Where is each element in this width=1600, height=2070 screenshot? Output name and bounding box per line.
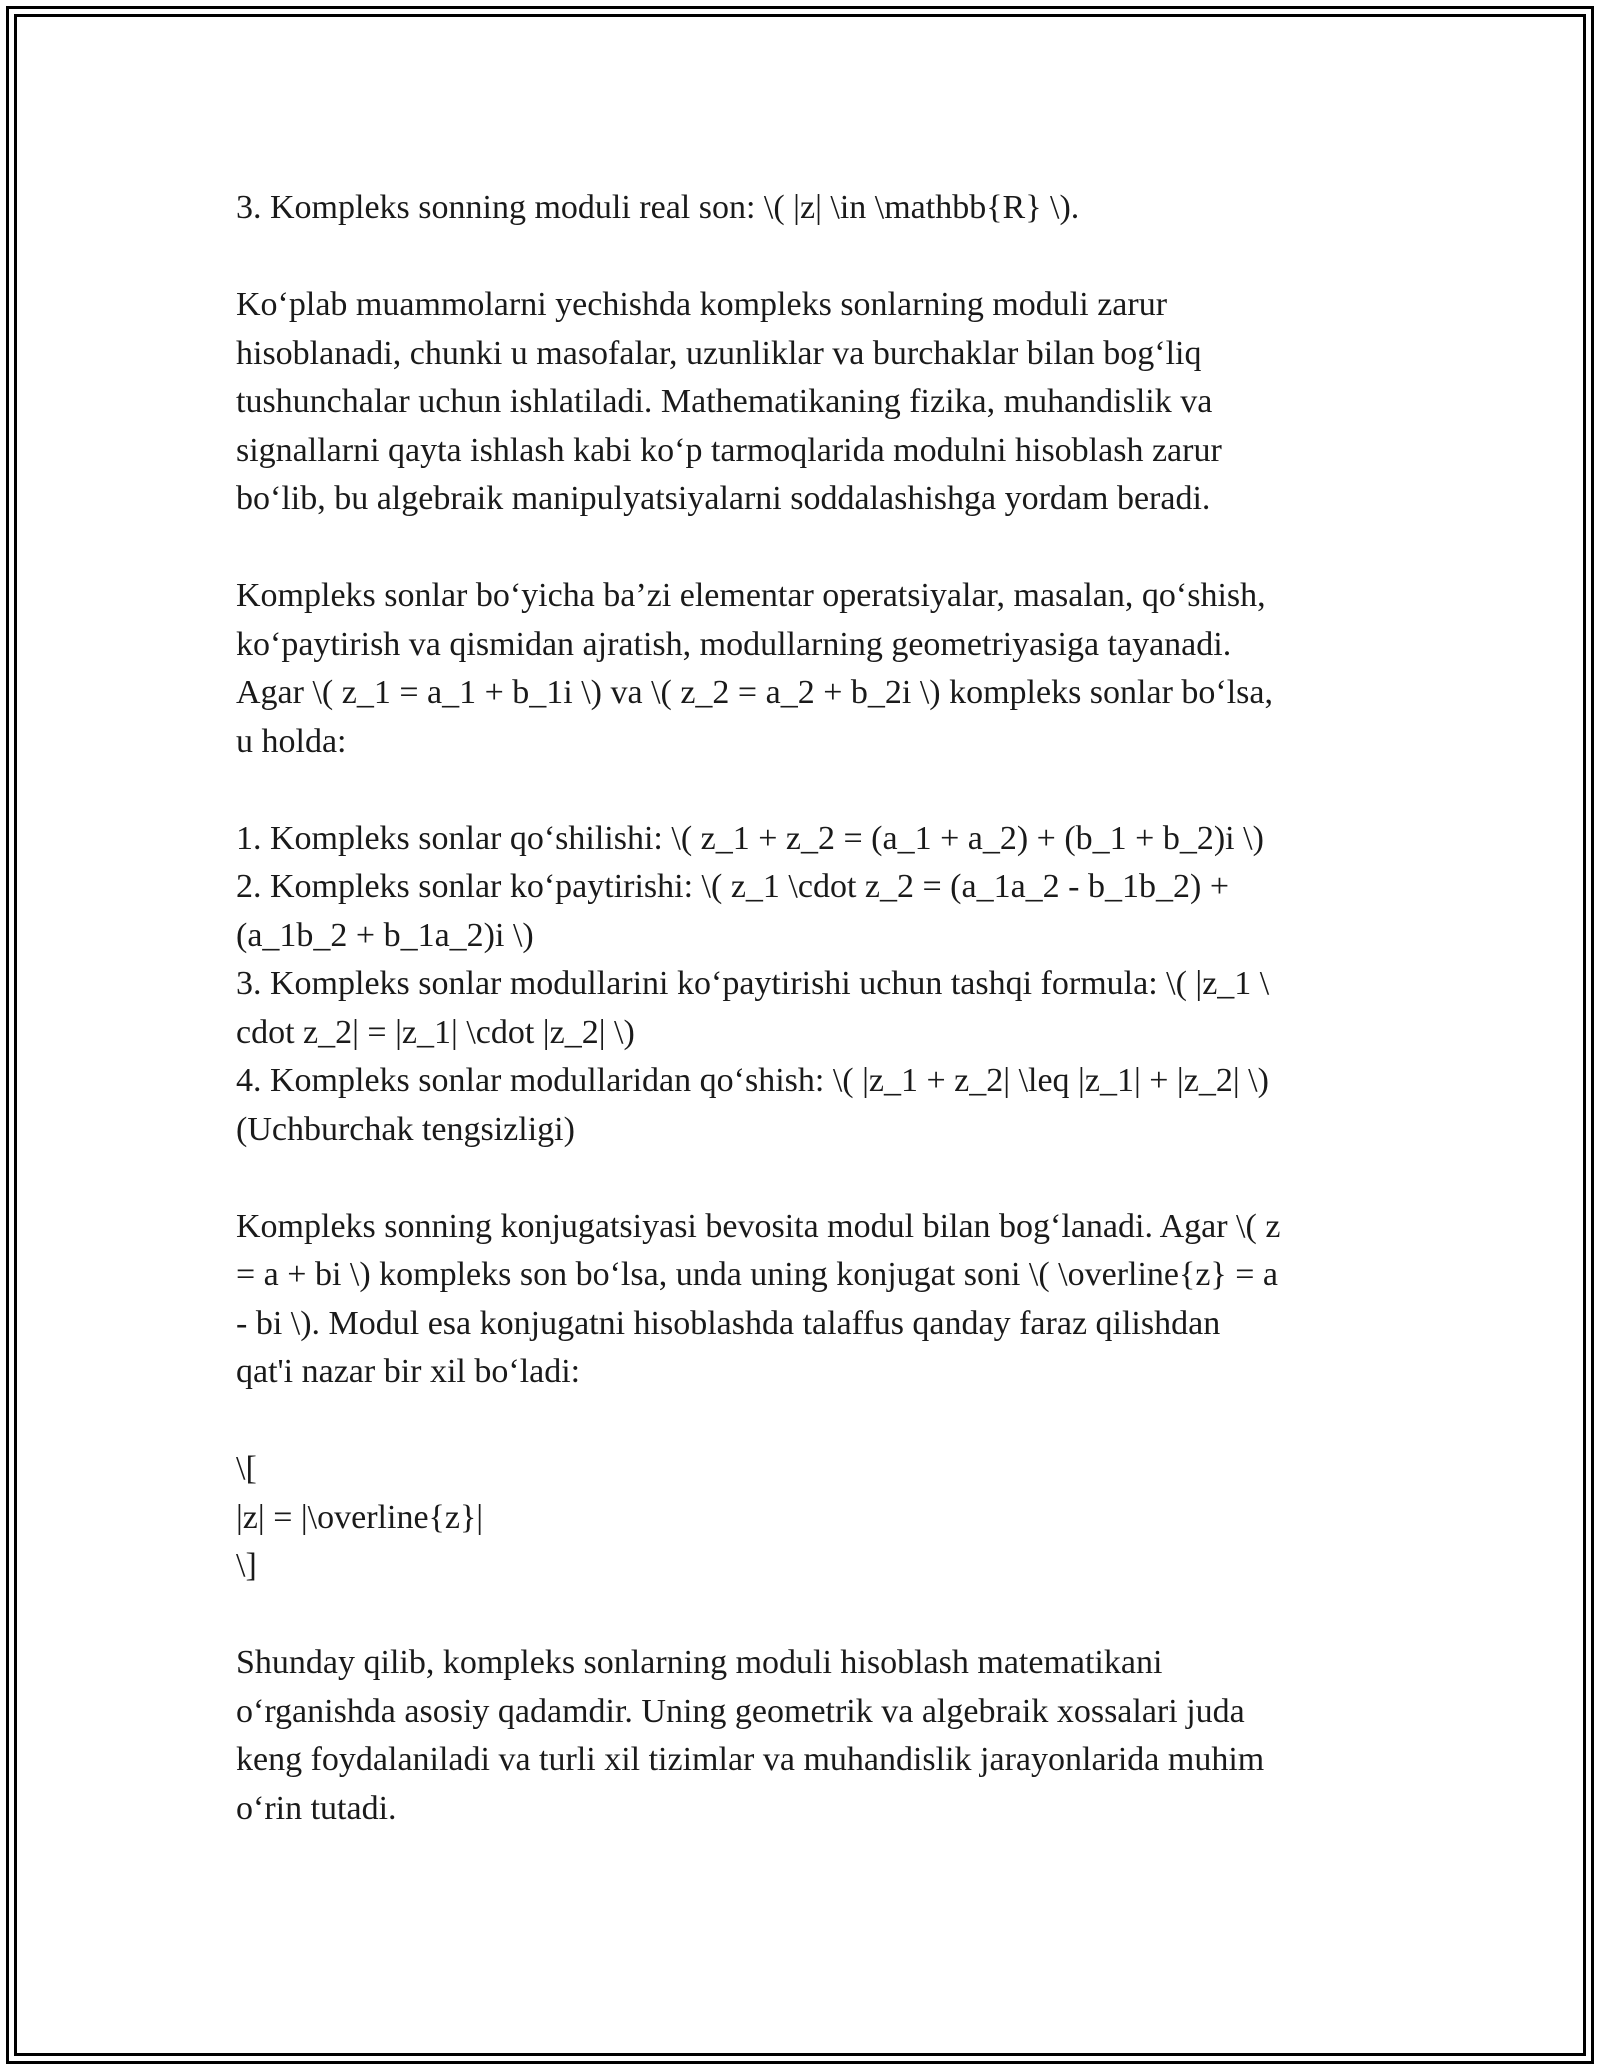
text-line: 3. Kompleks sonlar modullarini ko‘paytirishi uchun tashqi formula: \( |z_1 \	[236, 965, 1270, 1002]
text-line: 3. Kompleks sonning moduli real son: \( |z| \in \mathbb{R} \).	[236, 189, 1080, 226]
text-line: \[	[236, 1450, 257, 1487]
text-line: 1. Kompleks sonlar qo‘shilishi: \( z_1 + z_2 = (a_1 + a_2) + (b_1 + b_2)i \)	[236, 819, 1264, 857]
text-line: bo‘lib, bu algebraik manipulyatsiyalarni soddalashishga yordam beradi.	[236, 480, 1211, 517]
modulus-property-3	[236, 184, 1366, 233]
operations-list	[236, 815, 1366, 1155]
text-line: signallarni qayta ishlash kabi ko‘p tarmoqlarida modulni hisoblash zarur	[236, 431, 1222, 469]
text-line: ko‘paytirish va qismidan ajratish, modullarning geometriyasiga tayanadi.	[236, 625, 1232, 663]
elementary-operations-paragraph	[236, 572, 1366, 766]
text-line: Kompleks sonning konjugatsiyasi bevosita modul bilan bog‘lanadi. Agar \( z	[236, 1207, 1281, 1245]
text-line: Shunday qilib, kompleks sonlarning moduli hisoblash matematikani	[236, 1644, 1163, 1681]
text-line: cdot z_2| = |z_1| \cdot |z_2| \)	[236, 1013, 635, 1051]
text-line: Agar \( z_1 = a_1 + b_1i \) va \( z_2 = a_2 + b_2i \) kompleks sonlar bo‘lsa,	[236, 674, 1273, 711]
text-line: o‘rin tutadi.	[236, 1789, 397, 1827]
text-line: |z| = |\overline{z}|	[236, 1498, 484, 1536]
text-line: - bi \). Modul esa konjugatni hisoblashda talaffus qanday faraz qilishdan	[236, 1304, 1221, 1342]
text-line: o‘rganishda asosiy qadamdir. Uning geometrik va algebraik xossalari juda	[236, 1692, 1245, 1730]
text-line: (Uchburchak tengsizligi)	[236, 1110, 575, 1148]
conclusion-paragraph	[236, 1639, 1366, 1833]
document-body	[236, 184, 1366, 1833]
text-line: = a + bi \) kompleks son bo‘lsa, unda uning konjugat soni \( \overline{z} = a	[236, 1256, 1278, 1293]
display-formula	[236, 1445, 1366, 1591]
modulus-importance-paragraph	[236, 281, 1366, 524]
text-line: (a_1b_2 + b_1a_2)i \)	[236, 916, 534, 954]
text-line: qat'i nazar bir xil bo‘ladi:	[236, 1353, 581, 1390]
text-line: u holda:	[236, 722, 347, 760]
text-line: Kompleks sonlar bo‘yicha ba’zi elementar operatsiyalar, masalan, qo‘shish,	[236, 577, 1266, 614]
text-line: Ko‘plab muammolarni yechishda kompleks sonlarning moduli zarur	[236, 286, 1168, 323]
text-line: tushunchalar uchun ishlatiladi. Mathematikaning fizika, muhandislik va	[236, 383, 1213, 420]
text-line: hisoblanadi, chunki u masofalar, uzunliklar va burchaklar bilan bog‘liq	[236, 334, 1202, 372]
text-line: \]	[236, 1547, 257, 1584]
conjugate-paragraph	[236, 1203, 1366, 1397]
text-line: keng foydalaniladi va turli xil tizimlar va muhandislik jarayonlarida muhim	[236, 1741, 1265, 1778]
text-line: 4. Kompleks sonlar modullaridan qo‘shish: \( |z_1 + z_2| \leq |z_1| + |z_2| \)	[236, 1062, 1269, 1099]
text-line: 2. Kompleks sonlar ko‘paytirishi: \( z_1 \cdot z_2 = (a_1a_2 - b_1b_2) +	[236, 868, 1229, 905]
